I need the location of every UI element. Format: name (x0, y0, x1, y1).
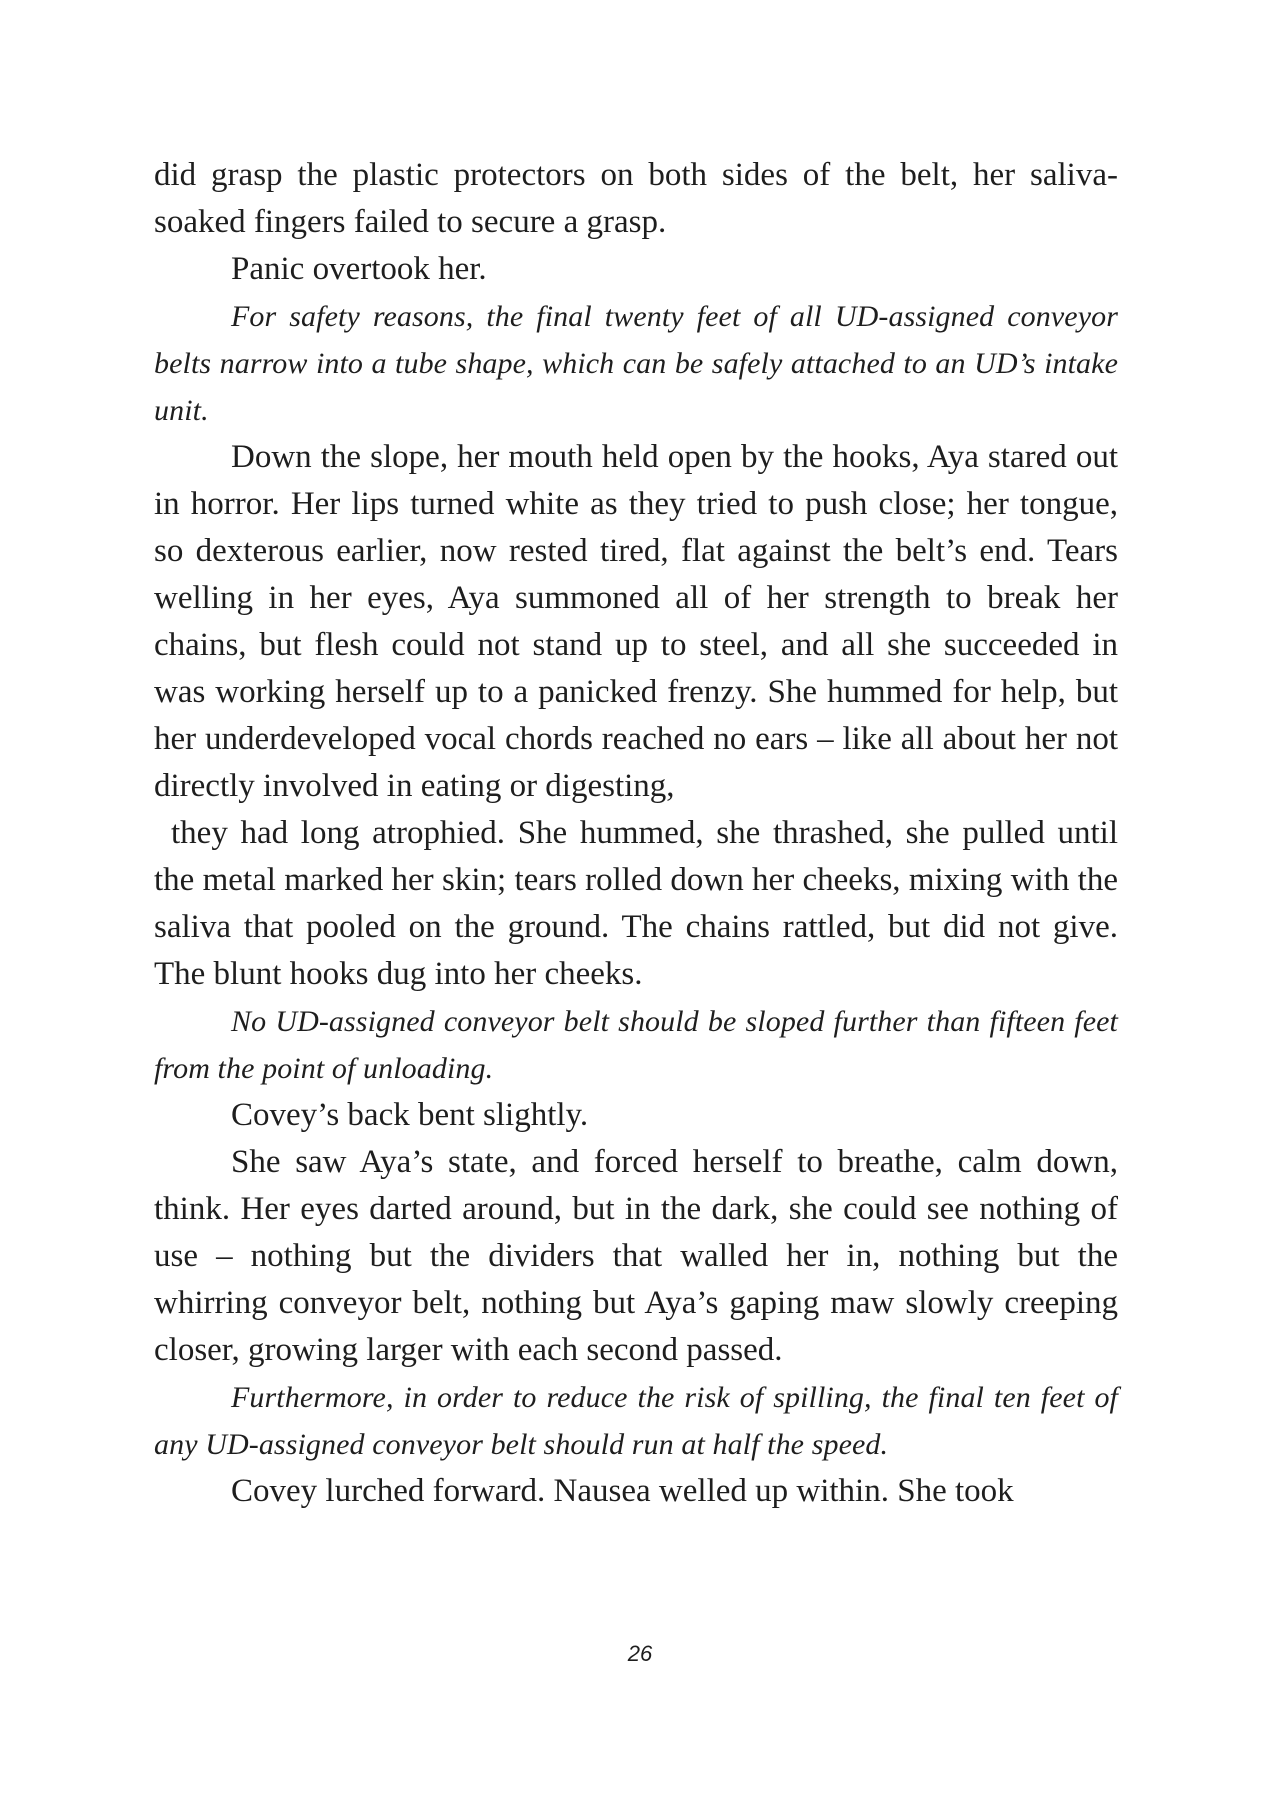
paragraph-atrophied: they had long atrophied. She hummed, she thrashed, she pulled until the metal marked her skin; tears rolled down her cheeks, mixing with the saliva that pooled on the ground. The chains rattled, but did not give. The blunt hooks dug into her cheeks. (154, 815, 1118, 992)
italic-regulation-slope: No UD-assigned conveyor belt should be sloped further than fifteen feet from the point of unloading. (154, 1005, 1118, 1085)
paragraph-covey-lurched: Covey lurched forward. Nausea welled up within. She took (231, 1473, 1014, 1509)
italic-regulation-speed: Furthermore, in order to reduce the risk of spilling, the final ten feet of any UD-assigned conveyor belt should run at half the speed. (154, 1381, 1118, 1461)
italic-regulation-tube: For safety reasons, the final twenty feet of all UD-assigned conveyor belts narrow into a tube shape, which can be safely attached to an UD’s intake unit. (154, 300, 1118, 427)
page-number: 26 (627, 1641, 653, 1666)
paragraph-continuation: did grasp the plastic protectors on both sides of the belt, her saliva-soaked fingers failed to secure a grasp. (154, 157, 1118, 240)
paragraph-down-the-slope: Down the slope, her mouth held open by the hooks, Aya stared out in horror. Her lips turned white as they tried to push close; her tongue, so dexterous earlier, now rested tired, flat against the belt’s end. Tears welling in her eyes, Aya summoned all of her strength to break her chains, but flesh could not stand up to steel, and all she succeeded in was working herself up to a panicked frenzy. She hummed for help, but her underdeveloped vocal chords reached no ears – like all about her not directly involved in eating or digesting, (154, 439, 1118, 804)
paragraph-she-saw: She saw Aya’s state, and forced herself to breathe, calm down, think. Her eyes darted around, but in the dark, she could see nothing of use – nothing but the dividers that walled her in, nothing but the whirring conveyor belt, nothing but Aya’s gaping maw slowly creeping closer, growing larger with each second passed. (154, 1144, 1118, 1368)
paragraph-covey-back: Covey’s back bent slightly. (231, 1097, 589, 1133)
body-text (154, 152, 1118, 1515)
paragraph-panic: Panic overtook her. (231, 251, 487, 287)
